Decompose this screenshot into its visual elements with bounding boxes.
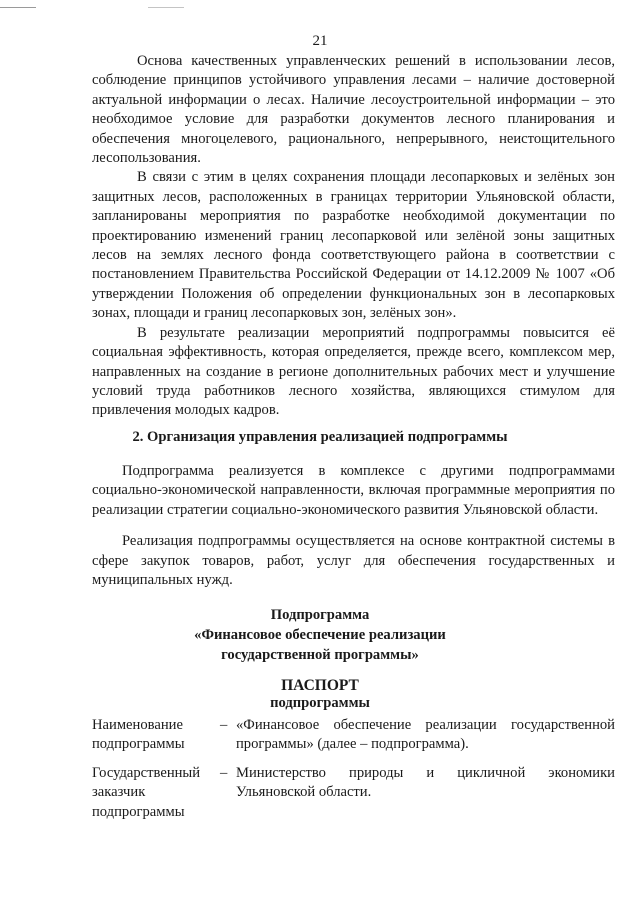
- scan-artifact-line: [148, 7, 184, 8]
- passport-row-dash: –: [220, 717, 228, 733]
- passport-row-name-line: Государственный: [92, 765, 201, 781]
- subprogram-title-line: государственной программы»: [221, 647, 419, 663]
- passport-row-name-line: заказчик: [92, 784, 146, 801]
- passport-row-name: [92, 716, 220, 755]
- paragraph: Основа качественных управленческих решений в использовании лесов, соблюдение принципов устойчивого управления лесами – наличие достоверной актуальной информации о лесах. Наличие лесоустроительной информации – это необходимое условие для разработки документов лесного планирования и обеспечения многоцелевого, рационального, непрерывного, неистощительного лесопользования.: [92, 53, 615, 167]
- passport-row-value: Министерство природы и цикличной экономики Ульяновской области.: [236, 765, 615, 801]
- body-text-section: [92, 462, 615, 590]
- paragraph: В результате реализации мероприятий подпрограммы повысится её социальная эффективность, которая определяется, прежде всего, комплексом мер, направленных на создание в регионе дополнительных рабочих мест и улучшение условий труда работников лесного хозяйства, являющихся стимулом для привлечения молодых кадров.: [92, 324, 615, 419]
- subprogram-title: [0, 605, 640, 665]
- passport-row-name-line: подпрограммы: [92, 736, 185, 753]
- subprogram-title-line: «Финансовое обеспечение реализации: [194, 627, 446, 643]
- passport-row-value: «Финансовое обеспечение реализации государственной программы» (далее – подпрограмма).: [236, 717, 615, 753]
- paragraph: Реализация подпрограммы осуществляется на основе контрактной системы в сфере закупок товаров, работ, услуг для обеспечения государственных и муниципальных нужд.: [92, 533, 615, 589]
- section-heading: 2. Организация управления реализацией подпрограммы: [132, 429, 508, 445]
- paragraph: Подпрограмма реализуется в комплексе с другими подпрограммами социально-экономической направленности, включая программные мероприятия по реализации стратегии социально-экономического развития Ульяновской области.: [92, 463, 615, 518]
- passport-row-name-line: подпрограммы: [92, 803, 185, 820]
- passport-subtitle: подпрограммы: [270, 695, 370, 711]
- passport-row-name-line: Наименование: [92, 717, 183, 733]
- subprogram-title-line: Подпрограмма: [270, 607, 370, 623]
- passport-row: [92, 764, 615, 822]
- passport-row: [92, 716, 615, 755]
- passport-row-dash: –: [220, 765, 228, 781]
- scan-artifact-line: [0, 7, 36, 8]
- passport-row-name: [92, 764, 220, 822]
- page-number: 21: [312, 33, 328, 49]
- passport-title: ПАСПОРТ: [281, 677, 359, 694]
- body-text-top: [92, 52, 615, 421]
- paragraph: В связи с этим в целях сохранения площади лесопарковых и зелёных зон защитных лесов, расположенных в границах территории Ульяновской области, запланированы мероприятия по разработке необходимой документации по проектированию изменений границ лесопарковой или зелёной зоны защитных лесов на землях лесного фонда соответствующего района в соответствии с постановлением Правительства Российской Федерации от 14.12.2009 № 1007 «Об утверждении Положения об определении функциональных зон в лесопарковых зонах, площади и границ лесопарковых зон, зелёных зон».: [92, 169, 615, 322]
